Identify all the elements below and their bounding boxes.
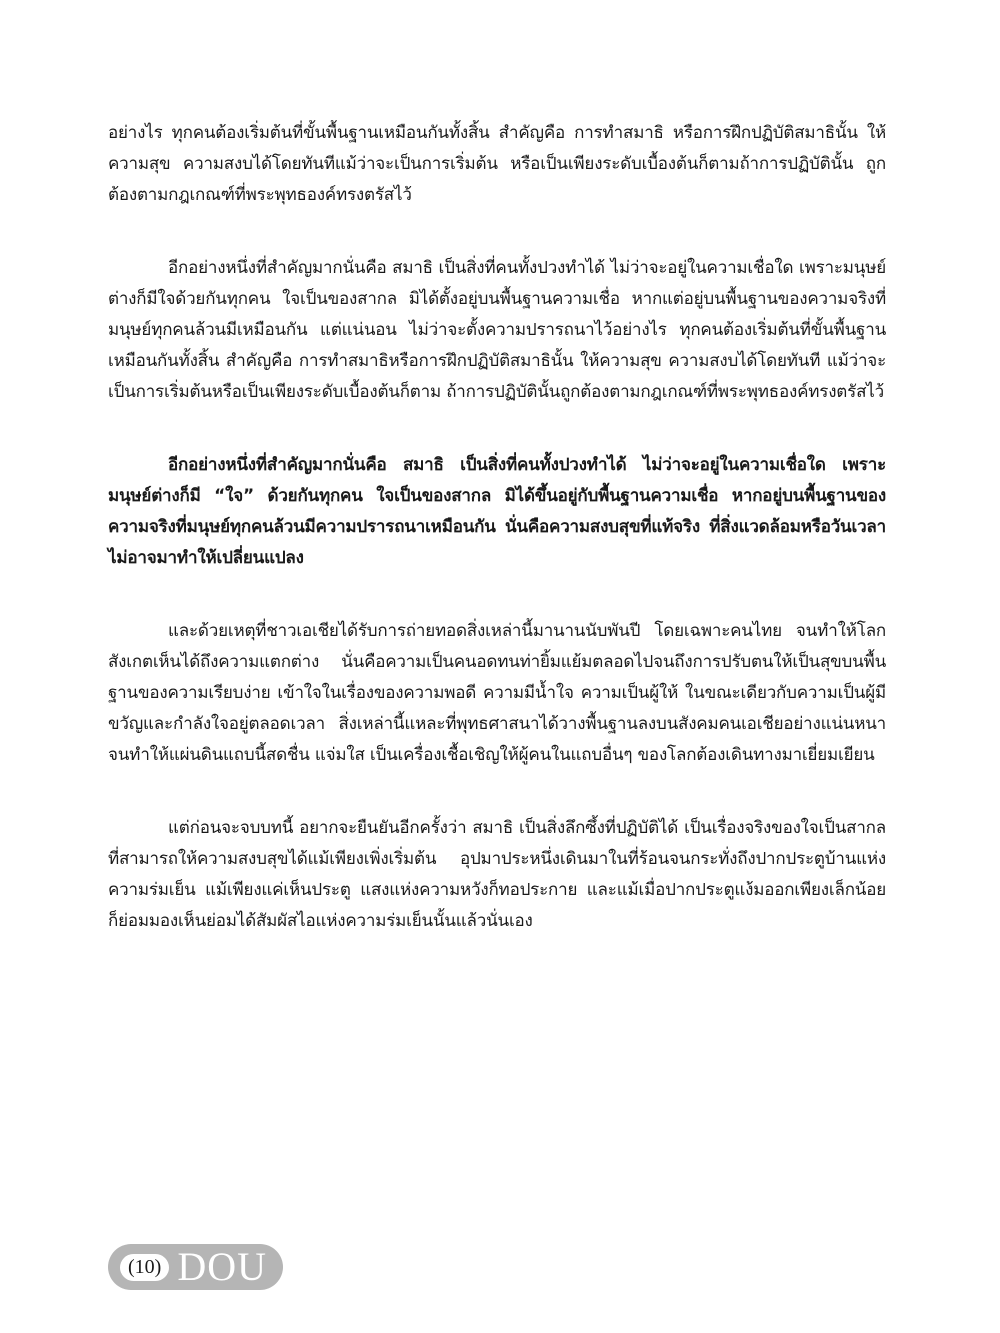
paragraph-samadhi-universal: อีกอย่างหนึ่งที่สำคัญมากนั่นคือ สมาธิ เป็นสิ่งที่คนทั้งปวงทำได้ ไม่ว่าจะอยู่ในความเชื่อใด เพราะมนุษย์ต่างก็มีใจด้วยกันทุกคน ใจเป็นของสากล มิได้ตั้งอยู่บนพื้นฐานความเชื่อ หากแต่อยู่บนพื้นฐานของความจริงที่มนุษย์ทุกคนล้วนมีเหมือนกัน แต่แน่นอน ไม่ว่าจะตั้งความปรารถนาไว้อย่างไร ทุกคนต้องเริ่มต้นที่ขั้นพื้นฐานเหมือนกันทั้งสิ้น สำคัญคือ การทำสมาธิหรือการฝึกปฏิบัติสมาธินั้น ให้ความสุข ความสงบได้โดยทันที แม้ว่าจะเป็นการเริ่มต้นหรือเป็นเพียงระดับเบื้องต้นก็ตาม ถ้าการปฏิบัตินั้นถูกต้องตามกฎเกณฑ์ที่พระพุทธองค์ทรงตรัสไว้: [108, 258, 886, 402]
dou-logo: DOU: [177, 1244, 267, 1289]
page-number: (10): [120, 1254, 169, 1281]
page-footer-badge: [108, 1244, 283, 1290]
paragraph-conclusion: แต่ก่อนจะจบบทนี้ อยากจะยืนยันอีกครั้งว่า สมาธิ เป็นสิ่งลึกซึ้งที่ปฏิบัติได้ เป็นเรื่องจริงของใจเป็นสากลที่สามารถให้ความสงบสุขได้แม้เพียงเพิ่งเริ่มต้น อุปมาประหนึ่งเดินมาในที่ร้อนจนกระทั่งถึงปากประตูบ้านแห่งความร่มเย็น แม้เพียงแค่เห็นประตู แสงแห่งความหวังก็ทอประกาย และแม้เมื่อปากประตูแง้มออกเพียงเล็กน้อย ก็ย่อมมองเห็นย่อมได้สัมผัสไอแห่งความร่มเย็นนั้นแล้วนั่นเอง: [108, 818, 886, 931]
paragraph-continuation: อย่างไร ทุกคนต้องเริ่มต้นที่ขั้นพื้นฐานเหมือนกันทั้งสิ้น สำคัญคือ การทำสมาธิ หรือการฝึกปฏิบัติสมาธินั้น ให้ความสุข ความสงบได้โดยทันทีแม้ว่าจะเป็นการเริ่มต้น หรือเป็นเพียงระดับเบื้องต้นก็ตามถ้าการปฏิบัตินั้น ถูกต้องตามกฎเกณฑ์ที่พระพุทธองค์ทรงตรัสไว้: [108, 123, 886, 205]
document-body: [108, 118, 886, 979]
paragraph-samadhi-universal-bold: อีกอย่างหนึ่งที่สำคัญมากนั่นคือ สมาธิ เป็นสิ่งที่คนทั้งปวงทำได้ ไม่ว่าจะอยู่ในความเชื่อใด เพราะมนุษย์ต่างก็มี “ใจ” ด้วยกันทุกคน ใจเป็นของสากล มิได้ขึ้นอยู่กับพื้นฐานความเชื่อ หากอยู่บนพื้นฐานของความจริงที่มนุษย์ทุกคนล้วนมีความปรารถนาเหมือนกัน นั่นคือความสงบสุขที่แท้จริง ที่สิ่งแวดล้อมหรือวันเวลาไม่อาจมาทำให้เปลี่ยนแปลง: [108, 455, 886, 568]
paragraph-asian-heritage: และด้วยเหตุที่ชาวเอเชียได้รับการถ่ายทอดสิ่งเหล่านี้มานานนับพันปี โดยเฉพาะคนไทย จนทำให้โลกสังเกตเห็นได้ถึงความแตกต่าง นั่นคือความเป็นคนอดทนท่ายิ้มแย้มตลอดไปจนถึงการปรับตนให้เป็นสุขบนพื้นฐานของความเรียบง่าย เข้าใจในเรื่องของความพอดี ความมีน้ำใจ ความเป็นผู้ให้ ในขณะเดียวกับความเป็นผู้มีขวัญและกำลังใจอยู่ตลอดเวลา สิ่งเหล่านี้แหละที่พุทธศาสนาได้วางพื้นฐานลงบนสังคมคนเอเชียอย่างแน่นหนาจนทำให้แผ่นดินแถบนี้สดชื่น แจ่มใส เป็นเครื่องเชื้อเชิญให้ผู้คนในแถบอื่นๆ ของโลกต้องเดินทางมาเยี่ยมเยียน: [108, 621, 886, 765]
